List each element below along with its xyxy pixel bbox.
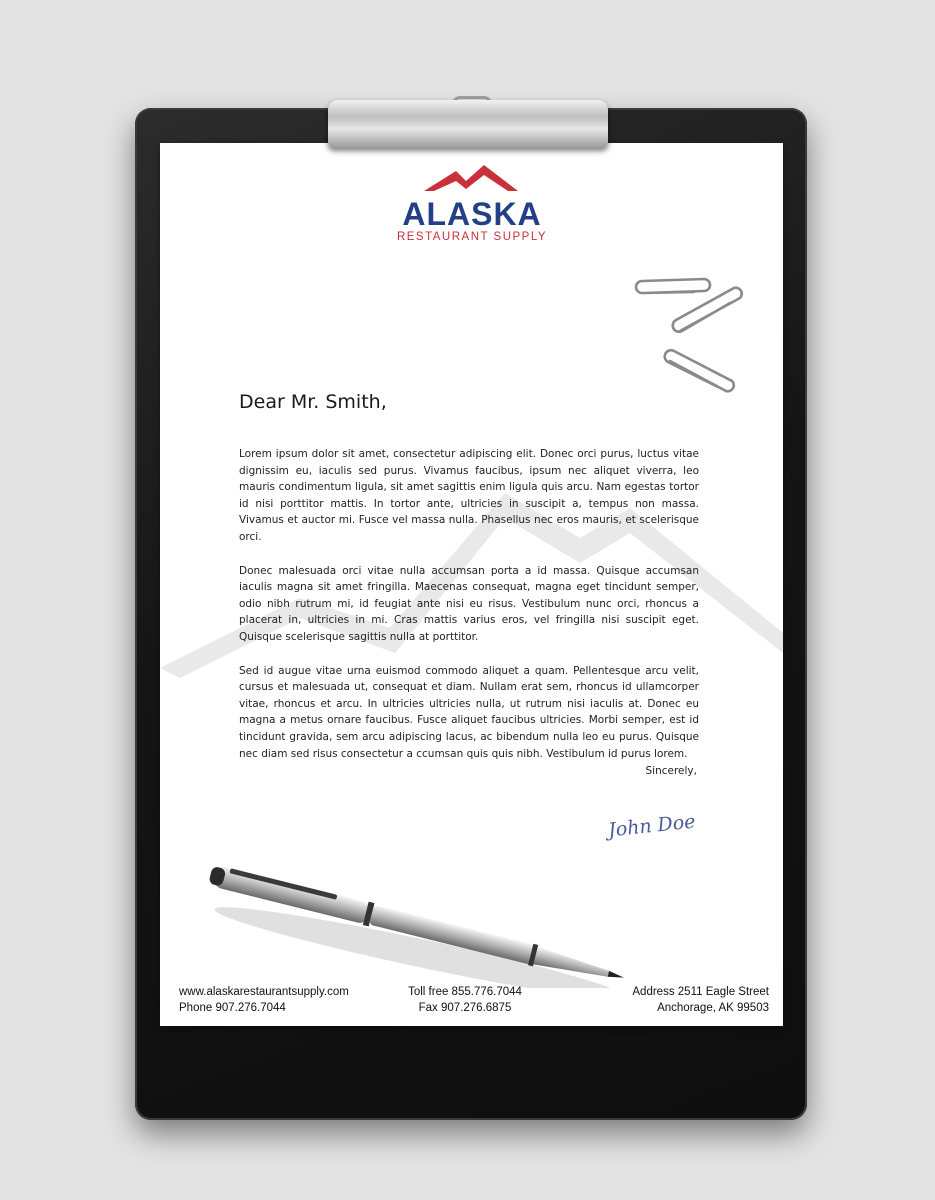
paragraph: Sed id augue vitae urna euismod commodo aliquet a quam. Pellentesque arcu velit, cursus et malesuada ut, consequat et diam. Nullam erat sem, rhoncus id ullamcorper vitae, rhoncus et arcu. In ultricies ultricies nulla, ut rutrum nisi iaculis at. Donec eu magna a metus ornare faucibus. Fusce aliquet faucibus ultricies. Morbi semper, est id tincidunt gravida, sem arcu adipiscing lacus, ac bibendum nulla leo eu purus. Quisque nec diam sed risus consectetur a ccumsan quis quis nibh. Vestibulum id purus lorem. [239,664,699,760]
closing: Sincerely, [645,765,697,777]
mountain-logo-icon [420,163,520,195]
footer-numbers [400,985,530,1016]
paragraph: Donec malesuada orci vitae nulla accumsan porta a id massa. Quisque accumsan iaculis magna sit amet fringilla. Maecenas consequat, magna eget tincidunt semper, odio nibh rutrum mi, id feugiat ante nisi eu risus. Vestibulum nunc orci, rhoncus a placerat in, ultricies in mi. Cras mattis varius eros, vel fringilla nisi suscipit eget. Quisque scelerisque sagittis nulla at porttitor. [239,564,699,643]
footer-address [580,985,769,1016]
phone-number: Phone 907.276.7044 [179,1001,286,1014]
letter-body [239,446,699,779]
address-line-2: Anchorage, AK 99503 [657,1001,769,1014]
company-logo [392,163,552,247]
letterhead-paper [160,143,783,1026]
signature: John Doe [607,810,697,842]
website-link[interactable]: www.alaskarestaurantsupply.com [179,986,349,998]
logo-tagline: RESTAURANT SUPPLY [396,231,548,243]
address-line-1: Address 2511 Eagle Street [632,986,769,998]
salutation: Dear Mr. Smith, [239,391,387,413]
footer-contact [179,985,349,1016]
logo-name: ALASKA [402,196,542,232]
pen-icon [200,858,660,988]
clipboard-clip [328,100,608,148]
fax-number: Fax 907.276.6875 [418,1001,512,1014]
paperclips-decoration [634,273,764,403]
paragraph: Lorem ipsum dolor sit amet, consectetur adipiscing elit. Donec orci purus, luctus vitae dignissim eu, iaculis sed purus. Vivamus faucibus, ipsum nec aliquet viverra, leo mauris condimentum ligula, sit amet sagittis enim ligula quis arcu. Nam egestas tortor id nisi porttitor mattis. In tortor ante, ultricies in suscipit a, tempus non massa. Vivamus et auctor mi. Fusce vel massa nulla. Phasellus nec eros mauris, et scelerisque orci. [239,448,699,543]
toll-free-number: Toll free 855.776.7044 [408,986,522,998]
